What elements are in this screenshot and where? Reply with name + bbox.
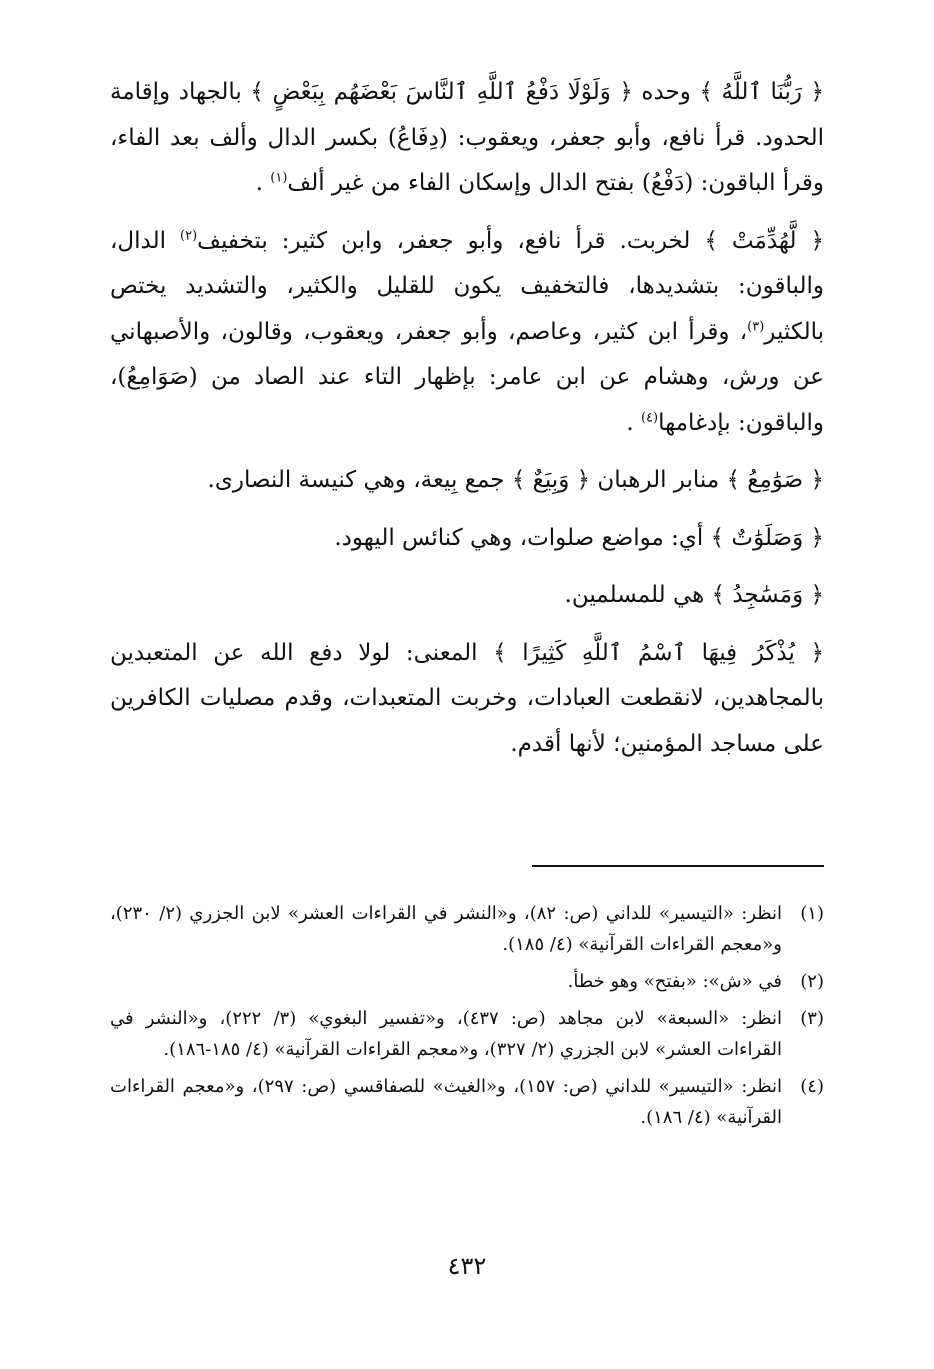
footnote-text: انظر: «السبعة» لابن مجاهد (ص: ٤٣٧)، و«تفسير البغوي» (٣/ ٢٢٢)، و«النشر في القراءات العشر» لابن الجزري (٢/ ٣٢٧)، و«معجم القراءات القرآنية» (٤/ ١٨٥-١٨٦). <box>110 1008 782 1060</box>
footnote-2 <box>110 966 824 997</box>
footnote-text: انظر: «التيسير» للداني (ص: ١٥٧)، و«الغيث» للصفاقسي (ص: ٢٩٧)، و«معجم القراءات القرآنية» (٤/ ١٨٦). <box>110 1076 782 1128</box>
paragraph-1-end: . <box>255 170 271 196</box>
footnote-ref-2: (٢) <box>180 227 198 243</box>
paragraph-2 <box>110 219 824 447</box>
paragraph-3-text: ﴿ صَوَٰمِعُ ﴾ منابر الرهبان ﴿ وَبِيَعٌ ﴾ جمع بِيعة، وهي كنيسة النصارى. <box>207 467 824 493</box>
book-page <box>110 70 824 1300</box>
paragraph-2-text-b: الدال، والباقون: بتشديدها، فالتخفيف يكون للقليل والكثير، والتشديد يختص بالكثير <box>110 227 824 345</box>
paragraph-6-text: ﴿ يُذْكَرُ فِيهَا ٱسْمُ ٱللَّهِ كَثِيرًا ﴾ المعنى: لولا دفع الله عن المتعبدين بالمجاهدين، لانقطعت العبادات، وخربت المتعبدات، وقدم مصليات الكافرين على مساجد المؤمنين؛ لأنها أقدم. <box>110 639 824 757</box>
page-number: ٤٣٢ <box>447 1252 487 1280</box>
paragraph-2-text-c: ، وقرأ ابن كثير، وعاصم، وأبو جعفر، ويعقوب، وقالون، والأصبهاني عن ورش، وهشام عن ابن عامر: بإظهار التاء عند الصاد من (صَوَامِعُ)، والباقون: بإدغامها <box>110 318 824 436</box>
footnote-text: انظر: «التيسير» للداني (ص: ٨٢)، و«النشر في القراءات العشر» لابن الجزري (٢/ ٢٣٠)، و«معجم القراءات القرآنية» (٤/ ١٨٥). <box>110 903 782 955</box>
paragraph-2-text-a: ﴿ لَّهُدِّمَتْ ﴾ لخربت. قرأ نافع، وأبو جعفر، وابن كثير: بتخفيف <box>197 227 825 254</box>
paragraph-3 <box>110 458 824 504</box>
footnote-number: (٤) <box>800 1076 824 1097</box>
paragraph-5 <box>110 573 824 619</box>
footnotes <box>110 898 824 1139</box>
footnote-ref-3: (٣) <box>747 318 765 334</box>
footnote-ref-1: (١) <box>270 170 288 186</box>
paragraph-4 <box>110 516 824 562</box>
paragraph-5-text: ﴿ وَمَسَٰجِدُ ﴾ هي للمسلمين. <box>564 582 824 608</box>
footnote-4 <box>110 1071 824 1133</box>
footnote-number: (٢) <box>800 971 824 992</box>
paragraph-2-end: . <box>626 409 641 436</box>
footnote-ref-4: (٤) <box>640 409 659 425</box>
main-text <box>110 70 824 767</box>
footnote-3 <box>110 1003 824 1065</box>
paragraph-1-text: ﴿ رَبُّنَا ٱللَّهُ ﴾ وحده ﴿ وَلَوْلَا دَفْعُ ٱللَّهِ ٱلنَّاسَ بَعْضَهُم بِبَعْضٍ ﴾ بالجهاد وإقامة الحدود. قرأ نافع، وأبو جعفر، ويعقوب: (دِفَاعُ) بكسر الدال وألف بعد الفاء، وقرأ الباقون: (دَفْعُ) بفتح الدال وإسكان الفاء من غير ألف <box>110 79 824 196</box>
paragraph-6 <box>110 631 824 768</box>
paragraph-4-text: ﴿ وَصَلَوَٰتٌ ﴾ أي: مواضع صلوات، وهي كنائس اليهود. <box>334 524 824 551</box>
footnote-1 <box>110 898 824 960</box>
footnote-number: (١) <box>800 903 824 924</box>
footnote-text: في «ش»: «بفتح» وهو خطأ. <box>567 971 782 992</box>
footnote-number: (٣) <box>800 1008 824 1029</box>
footnote-separator <box>532 865 824 867</box>
paragraph-1 <box>110 70 824 207</box>
